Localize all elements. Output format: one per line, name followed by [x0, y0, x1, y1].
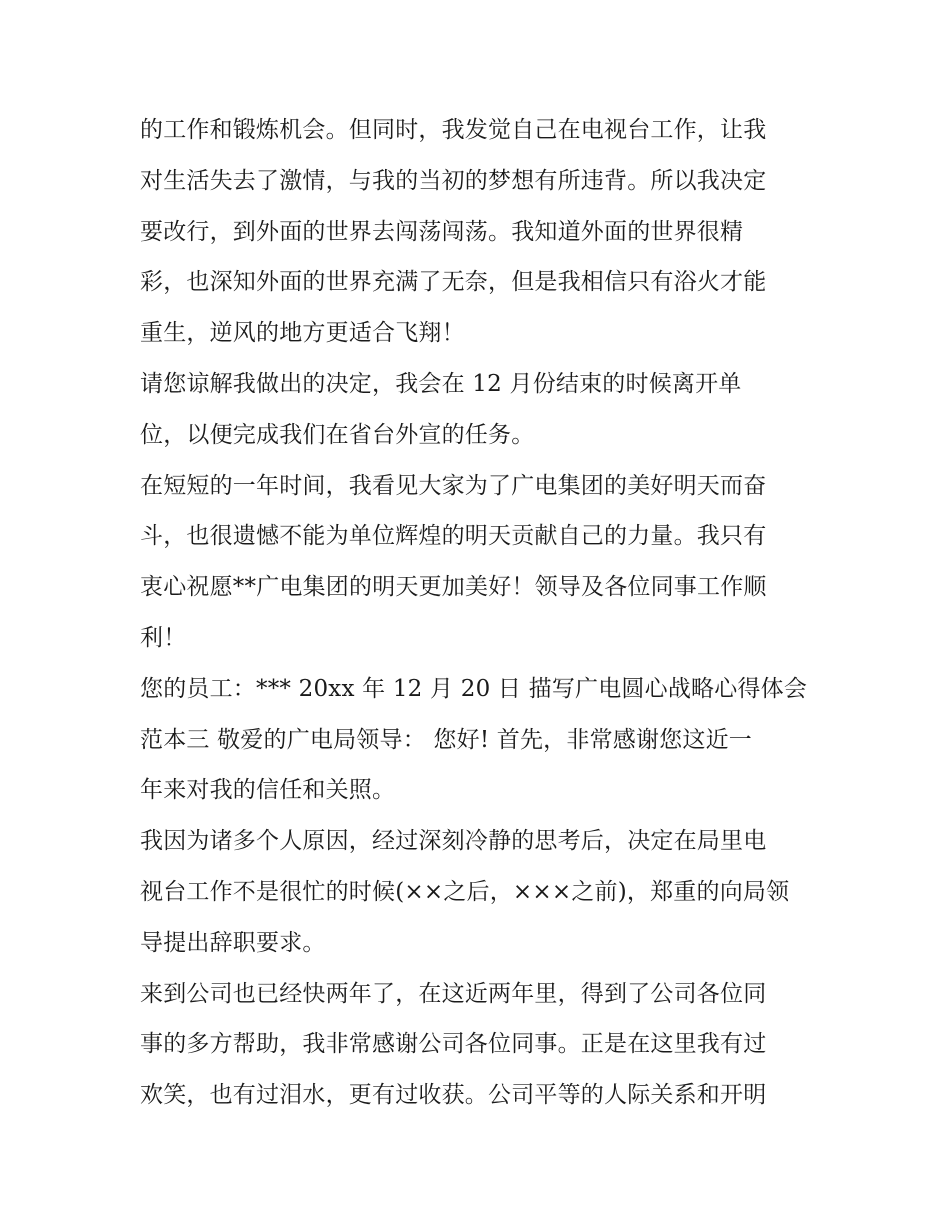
text-line: 彩，也深知外面的世界充满了无奈，但是我相信只有浴火才能	[140, 269, 767, 296]
text-line: 视台工作不是很忙的时候(××之后，×××之前)，郑重的向局领	[140, 878, 790, 905]
text-line: 导提出辞职要求。	[140, 929, 326, 956]
text-line: 要改行，到外面的世界去闯荡闯荡。我知道外面的世界很精	[140, 218, 744, 245]
text-line: 斗，也很遗憾不能为单位辉煌的明天贡献自己的力量。我只有	[140, 523, 767, 550]
text-line: 事的多方帮助，我非常感谢公司各位同事。正是在这里我有过	[140, 1031, 767, 1058]
text-line: 衷心祝愿**广电集团的明天更加美好！领导及各位同事工作顺	[140, 574, 767, 601]
text-line: 位，以便完成我们在省台外宣的任务。	[140, 421, 535, 448]
text-line: 您的员工：*** 20xx 年 12 月 20 日 描写广电圆心战略心得体会	[140, 675, 808, 702]
text-line: 欢笑，也有过泪水，更有过收获。公司平等的人际关系和开明	[140, 1082, 767, 1109]
text-line: 我因为诸多个人原因，经过深刻冷静的思考后，决定在局里电	[140, 828, 767, 855]
text-line: 来到公司也已经快两年了，在这近两年里，得到了公司各位同	[140, 980, 767, 1007]
text-line: 年来对我的信任和关照。	[140, 777, 396, 804]
text-line: 对生活失去了激情，与我的当初的梦想有所违背。所以我决定	[140, 167, 767, 194]
text-line: 在短短的一年时间，我看见大家为了广电集团的美好明天而奋	[140, 472, 767, 499]
document-body	[140, 105, 820, 1121]
text-line: 的工作和锻炼机会。但同时，我发觉自己在电视台工作，让我	[140, 117, 767, 143]
text-line: 重生，逆风的地方更适合飞翔！	[140, 320, 465, 347]
text-line: 范本三 敬爱的广电局领导： 您好! 首先，非常感谢您这近一	[140, 726, 752, 753]
text-line: 请您谅解我做出的决定，我会在 12 月份结束的时候离开单	[140, 370, 742, 397]
text-line: 利！	[140, 624, 187, 651]
